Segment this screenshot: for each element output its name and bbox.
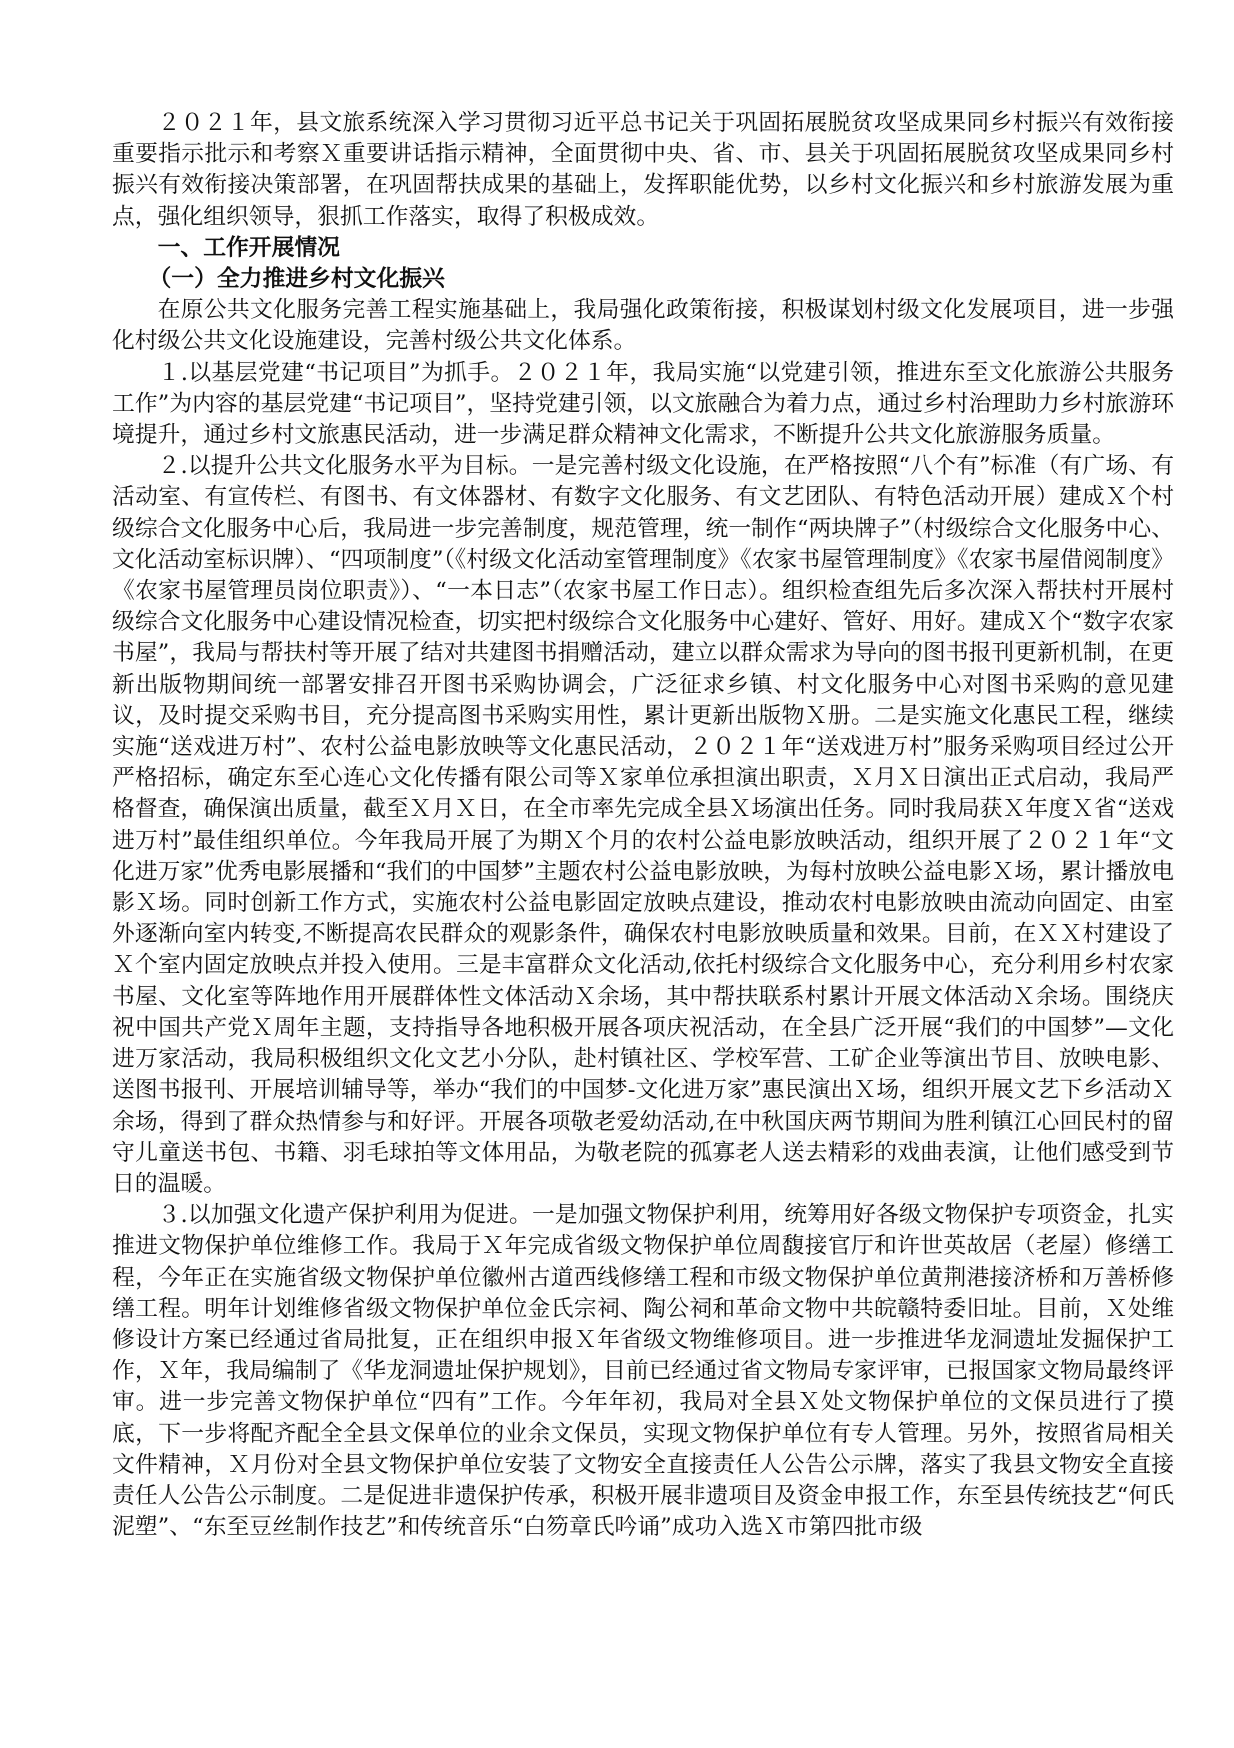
item-3-paragraph: ３.以加强文化遗产保护利用为促进。一是加强文物保护利用，统筹用好各级文物保护专项资金，扎实推进文物保护单位维修工作。我局于Ｘ年完成省级文物保护单位周馥接官厅和许世英故居（老屋）修缮工程，今年正在实施省级文物保护单位徽州古道西线修缮工程和市级文物保护单位黄荆港接济桥和万善桥修缮工程。明年计划维修省级文物保护单位金氏宗祠、陶公祠和革命文物中共皖赣特委旧址。目前，Ｘ处维修设计方案已经通过省局批复，正在组织申报Ｘ年省级文物维修项目。进一步推进华龙洞遗址发掘保护工作，Ｘ年，我局编制了《华龙洞遗址保护规划》，目前已经通过省文物局专家评审，已报国家文物局最终评审。进一步完善文物保护单位“四有”工作。今年年初，我局对全县Ｘ处文物保护单位的文保员进行了摸底，下一步将配齐配全全县文保单位的业余文保员，实现文物保护单位有专人管理。另外，按照省局相关文件精神，Ｘ月份对全县文物保护单位安装了文物安全直接责任人公告公示牌，落实了我县文物安全直接责任人公告公示制度。二是促进非遗保护传承，积极开展非遗项目及资金申报工作，东至县传统技艺“何氏泥塑”、“东至豆丝制作技艺”和传统音乐“白笏章氏吟诵”成功入选Ｘ市第四批市级 [112, 1202, 1174, 1541]
section-heading: 一、工作开展情况 [157, 234, 340, 261]
item-2-paragraph: ２.以提升公共文化服务水平为目标。一是完善村级文化设施，在严格按照“八个有”标准（有广场、有活动室、有宣传栏、有图书、有文体器材、有数字文化服务、有文艺团队、有特色活动开展）建成Ｘ个村级综合文化服务中心后，我局进一步完善制度，规范管理，统一制作“两块牌子”（村级综合文化服务中心、文化活动室标识牌）、“四项制度”（《村级文化活动室管理制度》《农家书屋管理制度》《农家书屋借阅制度》《农家书屋管理员岗位职责》）、“一本日志”（农家书屋工作日志）。组织检查组先后多次深入帮扶村开展村级综合文化服务中心建设情况检查，切实把村级综合文化服务中心建好、管好、用好。建成Ｘ个“数字农家书屋”，我局与帮扶村等开展了结对共建图书捐赠活动，建立以群众需求为导向的图书报刊更新机制，在更新出版物期间统一部署安排召开图书采购协调会，广泛征求乡镇、村文化服务中心对图书采购的意见建议，及时提交采购书目，充分提高图书采购实用性，累计更新出版物Ｘ册。二是实施文化惠民工程，继续实施“送戏进万村”、农村公益电影放映等文化惠民活动，２０２１年“送戏进万村”服务采购项目经过公开严格招标，确定东至心连心文化传播有限公司等Ｘ家单位承担演出职责，Ｘ月Ｘ日演出正式启动，我局严格督查，确保演出质量，截至Ｘ月Ｘ日，在全市率先完成全县Ｘ场演出任务。同时我局获Ｘ年度Ｘ省“送戏进万村”最佳组织单位。今年我局开展了为期Ｘ个月的农村公益电影放映活动，组织开展了２０２１年“文化进万家”优秀电影展播和“我们的中国梦”主题农村公益电影放映，为每村放映公益电影Ｘ场，累计播放电影Ｘ场。同时创新工作方式，实施农村公益电影固定放映点建设，推动农村电影放映由流动向固定、由室外逐渐向室内转变,不断提高农民群众的观影条件，确保农村电影放映质量和效果。目前，在ＸＸ村建设了Ｘ个室内固定放映点并投入使用。三是丰富群众文化活动,依托村级综合文化服务中心，充分利用乡村农家书屋、文化室等阵地作用开展群体性文体活动Ｘ余场，其中帮扶联系村累计开展文体活动Ｘ余场。围绕庆祝中国共产党Ｘ周年主题，支持指导各地积极开展各项庆祝活动，在全县广泛开展“我们的中国梦”—文化进万家活动，我局积极组织文化文艺小分队，赴村镇社区、学校军营、工矿企业等演出节目、放映电影、送图书报刊、开展培训辅导等，举办“我们的中国梦-文化进万家”惠民演出Ｘ场，组织开展文艺下乡活动Ｘ余场，得到了群众热情参与和好评。开展各项敬老爱幼活动,在中秋国庆两节期间为胜利镇江心回民村的留守儿童送书包、书籍、羽毛球拍等文体用品，为敬老院的孤寡老人送去精彩的戏曲表演，让他们感受到节日的温暖。 [112, 453, 1174, 1197]
document-page [112, 108, 1174, 1543]
foundation-paragraph: 在原公共文化服务完善工程实施基础上，我局强化政策衔接，积极谋划村级文化发展项目，进一步强化村级公共文化设施建设，完善村级公共文化体系。 [112, 297, 1174, 355]
item-1-paragraph: １.以基层党建“书记项目”为抓手。２０２１年，我局实施“以党建引领，推进东至文化旅游公共服务工作”为内容的基层党建“书记项目”，坚持党建引领，以文旅融合为着力点，通过乡村治理助力乡村旅游环境提升，通过乡村文旅惠民活动，进一步满足群众精神文化需求，不断提升公共文化旅游服务质量。 [112, 359, 1174, 449]
intro-paragraph: ２０２１年，县文旅系统深入学习贯彻习近平总书记关于巩固拓展脱贫攻坚成果同乡村振兴有效衔接重要指示批示和考察Ｘ重要讲话指示精神，全面贯彻中央、省、市、县关于巩固拓展脱贫攻坚成果同乡村振兴有效衔接决策部署，在巩固帮扶成果的基础上，发挥职能优势，以乡村文化振兴和乡村旅游发展为重点，强化组织领导，狠抓工作落实，取得了积极成效。 [112, 110, 1174, 230]
subsection-heading: （一）全力推进乡村文化振兴 [148, 266, 445, 293]
